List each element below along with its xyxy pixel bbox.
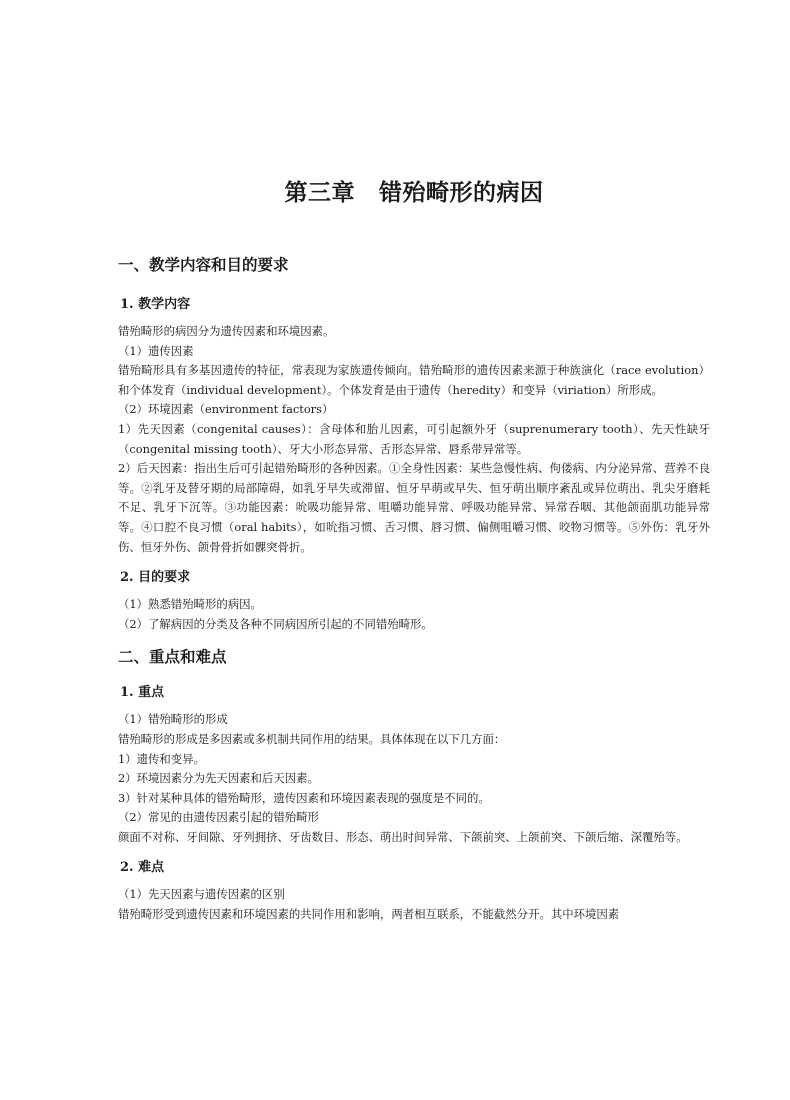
paragraph: 错殆畸形具有多基因遗传的特征，常表现为家族遗传倾向。错殆畸形的遗传因素来源于种族演化（race evolution）和个体发育（individual development）。个体发育是由于遗传（heredity）和变异（viriation）所形成。 — [118, 363, 710, 397]
paragraph: （2）常见的由遗传因素引起的错殆畸形 — [118, 810, 319, 825]
paragraph: 2）后天因素：指出生后可引起错殆畸形的各种因素。①全身性因素：某些急慢性病、佝偻病、内分泌异常、营养不良等。②乳牙及替牙期的局部障碍，如乳牙早失或滞留、恒牙早萌或早失、恒牙萌出顺序紊乱或异位萌出、乳尖牙磨耗不足、乳牙下沉等。③功能因素：吮吸功能异常、咀嚼功能异常、呼吸功能异常、异常吞咽、其他颌面肌功能异常等。④口腔不良习惯（oral habits），如吮指习惯、舌习惯、唇习惯、偏侧咀嚼习惯、咬物习惯等。⑤外伤：乳牙外伤、恒牙外伤、颌骨骨折如髁突骨折。 — [118, 461, 710, 554]
chapter-label: 第三章 — [284, 180, 355, 206]
paragraph: 错殆畸形的病因分为遗传因素和环境因素。 — [118, 324, 335, 338]
paragraph: 1）先天因素（congenital causes）：含母体和胎儿因素，可引起额外牙（suprenumerary tooth）、先天性缺牙（congenital missing tooth）、牙大小形态异常、舌形态异常、唇系带异常等。 — [118, 421, 710, 456]
paragraph: 2）环境因素分为先天因素和后天因素。 — [118, 771, 319, 786]
section-heading-1: 一、教学内容和目的要求 — [118, 256, 289, 274]
subsection-heading-difficulties: 2. 难点 — [120, 860, 165, 876]
chapter-title — [118, 174, 710, 207]
paragraph: （2）环境因素（environment factors） — [118, 402, 334, 417]
chapter-name: 错殆畸形的病因 — [379, 180, 544, 206]
paragraph: 颜面不对称、牙间隙、牙列拥挤、牙齿数目、形态、萌出时间异常、下颌前突、上颌前突、下颌后缩、深覆殆等。 — [118, 829, 688, 844]
paragraph: 1）遗传和变异。 — [118, 751, 205, 766]
section-heading-2: 二、重点和难点 — [118, 648, 227, 667]
paragraph: 错殆畸形的形成是多因素或多机制共同作用的结果。具体体现在以下几方面： — [118, 731, 506, 746]
paragraph: （1）错殆畸形的形成 — [118, 712, 228, 727]
content — [118, 250, 710, 925]
subsection-heading-key-points: 1. 重点 — [120, 685, 165, 701]
paragraph: （1）熟悉错殆畸形的病因。 — [118, 597, 262, 612]
paragraph: （1）先天因素与遗传因素的区别 — [118, 887, 285, 902]
subsection-heading-objectives: 2. 目的要求 — [120, 570, 191, 586]
paragraph: 错殆畸形受到遗传因素和环境因素的共同作用和影响，两者相互联系，不能截然分开。其中环境因素 — [118, 907, 620, 922]
paragraph: 3）针对某种具体的错殆畸形，遗传因素和环境因素表现的强度是不同的。 — [118, 790, 490, 805]
paragraph: （1）遗传因素 — [118, 343, 194, 358]
paragraph: （2）了解病因的分类及各种不同病因所引起的不同错殆畸形。 — [118, 616, 433, 631]
subsection-heading-teaching-content: 1. 教学内容 — [120, 297, 191, 312]
